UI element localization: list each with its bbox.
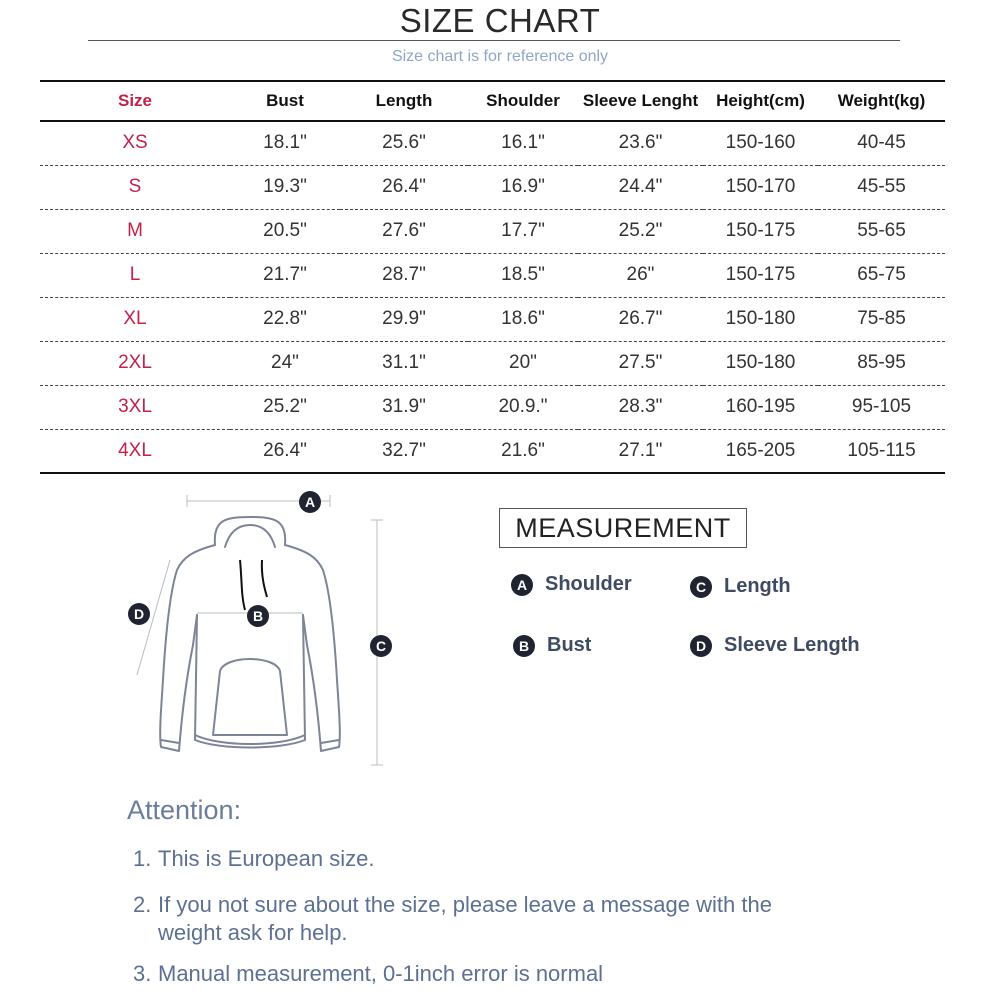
page-subtitle: Size chart is for reference only: [391, 48, 609, 65]
bust-cell: 22.8": [230, 297, 340, 341]
note-text: This is European size.: [158, 846, 375, 871]
size-cell: XS: [40, 121, 230, 165]
marker-a: [299, 491, 321, 513]
note-item: [133, 891, 772, 947]
note-text: Manual measurement, 0-1inch error is normal: [158, 961, 604, 986]
sleeve-cell: 27.1": [578, 429, 703, 473]
sleeve-cell: 24.4": [578, 165, 703, 209]
legend-label: Shoulder: [545, 573, 632, 595]
weight-cell: 95-105: [818, 385, 945, 429]
length-cell: 32.7": [340, 429, 468, 473]
shoulder-cell: 17.7": [468, 209, 578, 253]
shoulder-cell: 16.1": [468, 121, 578, 165]
note-item: [133, 845, 374, 873]
height-cell: 150-180: [703, 341, 818, 385]
weight-cell: 85-95: [818, 341, 945, 385]
column-header-height: Height(cm): [703, 81, 818, 121]
column-header-length: Length: [340, 81, 468, 121]
badge-c-icon: C: [690, 576, 712, 598]
length-cell: 31.1": [340, 341, 468, 385]
size-cell: 2XL: [40, 341, 230, 385]
note-number: 3.: [133, 961, 152, 986]
bust-cell: 18.1": [230, 121, 340, 165]
length-cell: 27.6": [340, 209, 468, 253]
sleeve-cell: 26": [578, 253, 703, 297]
bust-cell: 19.3": [230, 165, 340, 209]
legend-item-length: [690, 575, 791, 598]
table-row: [40, 297, 945, 341]
note-number: 2.: [133, 892, 152, 917]
sleeve-cell: 25.2": [578, 209, 703, 253]
measurement-title: MEASUREMENT: [499, 508, 747, 548]
marker-d: [128, 603, 150, 625]
size-cell: 3XL: [40, 385, 230, 429]
length-cell: 31.9": [340, 385, 468, 429]
sleeve-cell: 27.5": [578, 341, 703, 385]
legend-label: Length: [724, 575, 791, 597]
attention-heading: Attention:: [127, 795, 242, 825]
bust-cell: 24": [230, 341, 340, 385]
shoulder-cell: 20": [468, 341, 578, 385]
measure-lines: [137, 495, 383, 765]
size-cell: M: [40, 209, 230, 253]
table-row: [40, 253, 945, 297]
badge-d-icon: D: [690, 635, 712, 657]
table-row: [40, 121, 945, 165]
shoulder-cell: 18.6": [468, 297, 578, 341]
table-row: [40, 165, 945, 209]
weight-cell: 65-75: [818, 253, 945, 297]
legend-item-shoulder: [511, 573, 632, 596]
legend-label: Bust: [547, 634, 592, 656]
table-row: [40, 429, 945, 473]
shoulder-cell: 20.9.": [468, 385, 578, 429]
title-divider: [88, 40, 900, 41]
sleeve-cell: 26.7": [578, 297, 703, 341]
column-header-weight: Weight(kg): [818, 81, 945, 121]
note-item: [133, 960, 603, 988]
weight-cell: 40-45: [818, 121, 945, 165]
note-text: If you not sure about the size, please leave a message with the: [158, 892, 772, 917]
legend-item-sleeve-length: [690, 634, 860, 657]
height-cell: 165-205: [703, 429, 818, 473]
table-header-row: [40, 81, 945, 121]
svg-text:A: A: [304, 494, 316, 510]
marker-c: [370, 635, 392, 657]
svg-text:B: B: [252, 608, 264, 624]
badge-b-icon: B: [513, 635, 535, 657]
sleeve-cell: 23.6": [578, 121, 703, 165]
legend-label: Sleeve Length: [724, 634, 860, 656]
table-row: [40, 385, 945, 429]
drawstring-icon: [240, 560, 267, 610]
sleeve-cell: 28.3": [578, 385, 703, 429]
weight-cell: 105-115: [818, 429, 945, 473]
column-header-size: Size: [40, 81, 230, 121]
size-cell: S: [40, 165, 230, 209]
page-title: SIZE CHART: [399, 2, 601, 39]
height-cell: 150-175: [703, 209, 818, 253]
shoulder-cell: 18.5": [468, 253, 578, 297]
marker-b: [247, 605, 269, 627]
height-cell: 160-195: [703, 385, 818, 429]
column-header-sleeve: Sleeve Lenght: [578, 81, 703, 121]
note-number: 1.: [133, 846, 152, 871]
length-cell: 29.9": [340, 297, 468, 341]
weight-cell: 75-85: [818, 297, 945, 341]
shoulder-cell: 16.9": [468, 165, 578, 209]
bust-cell: 21.7": [230, 253, 340, 297]
bust-cell: 26.4": [230, 429, 340, 473]
table-row: [40, 209, 945, 253]
length-cell: 26.4": [340, 165, 468, 209]
height-cell: 150-175: [703, 253, 818, 297]
size-cell: 4XL: [40, 429, 230, 473]
height-cell: 150-160: [703, 121, 818, 165]
svg-text:C: C: [375, 638, 387, 654]
weight-cell: 55-65: [818, 209, 945, 253]
length-cell: 28.7": [340, 253, 468, 297]
svg-text:D: D: [133, 606, 145, 622]
length-cell: 25.6": [340, 121, 468, 165]
weight-cell: 45-55: [818, 165, 945, 209]
hoodie-outline-icon: [160, 517, 340, 751]
bust-cell: 20.5": [230, 209, 340, 253]
legend-item-bust: [513, 634, 591, 657]
hoodie-diagram: [115, 485, 420, 775]
table-row: [40, 341, 945, 385]
size-table: [40, 80, 945, 474]
size-cell: L: [40, 253, 230, 297]
size-cell: XL: [40, 297, 230, 341]
shoulder-cell: 21.6": [468, 429, 578, 473]
height-cell: 150-170: [703, 165, 818, 209]
column-header-shoulder: Shoulder: [468, 81, 578, 121]
height-cell: 150-180: [703, 297, 818, 341]
badge-a-icon: A: [511, 574, 533, 596]
column-header-bust: Bust: [230, 81, 340, 121]
note-text-continued: weight ask for help.: [158, 920, 348, 945]
bust-cell: 25.2": [230, 385, 340, 429]
